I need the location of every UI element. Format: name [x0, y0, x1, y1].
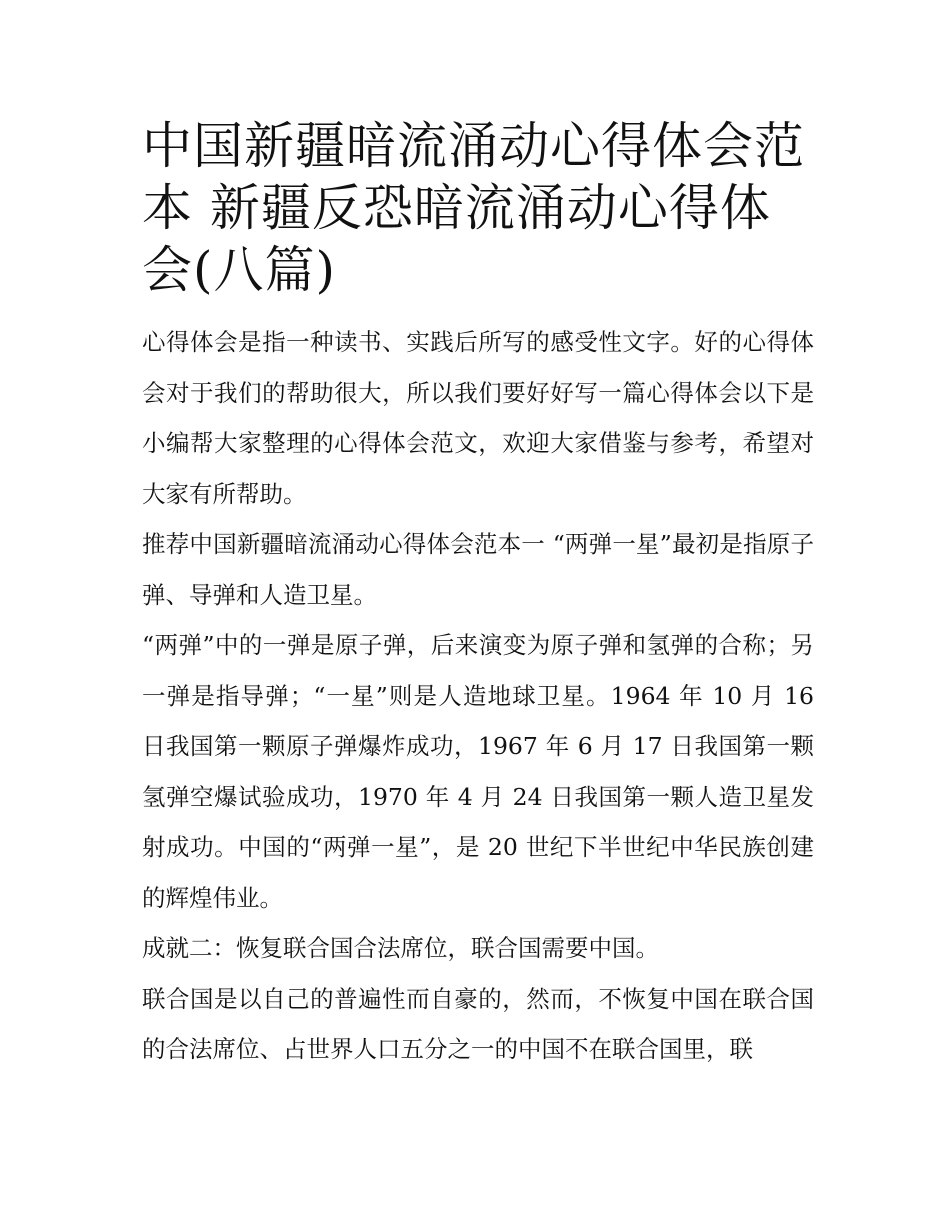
- paragraph-un: 联合国是以自己的普遍性而自豪的，然而，不恢复中国在联合国的合法席位、占世界人口五分之一的中国不在联合国里，联: [142, 984, 814, 1063]
- paragraph-two-bombs: “两弹”中的一弹是原子弹，后来演变为原子弹和氢弹的合称；另一弹是指导弹；“一星”则是人造地球卫星。1964 年 10 月 16 日我国第一颗原子弹爆炸成功，1967 年 6 月 17 日我国第一颗氢弹空爆试验成功，1970 年 4 月 24 日我国第一颗人造卫星发射成功。中国的“两弹一星”，是 20 世纪下半世纪中华民族创建的辉煌伟业。: [142, 631, 814, 912]
- paragraph-achievement-two: 成就二：恢复联合国合法席位，联合国需要中国。: [142, 934, 659, 962]
- paragraph-recommend: 推荐中国新疆暗流涌动心得体会范本一 “两弹一星”最初是指原子弹、导弹和人造卫星。: [142, 530, 814, 609]
- document-page: [142, 115, 814, 1075]
- document-title: 中国新疆暗流涌动心得体会范本 新疆反恐暗流涌动心得体会(八篇): [142, 117, 805, 299]
- paragraph-intro: 心得体会是指一种读书、实践后所写的感受性文字。好的心得体会对于我们的帮助很大，所以我们要好好写一篇心得体会以下是小编帮大家整理的心得体会范文，欢迎大家借鉴与参考，希望对大家有所帮助。: [142, 328, 814, 508]
